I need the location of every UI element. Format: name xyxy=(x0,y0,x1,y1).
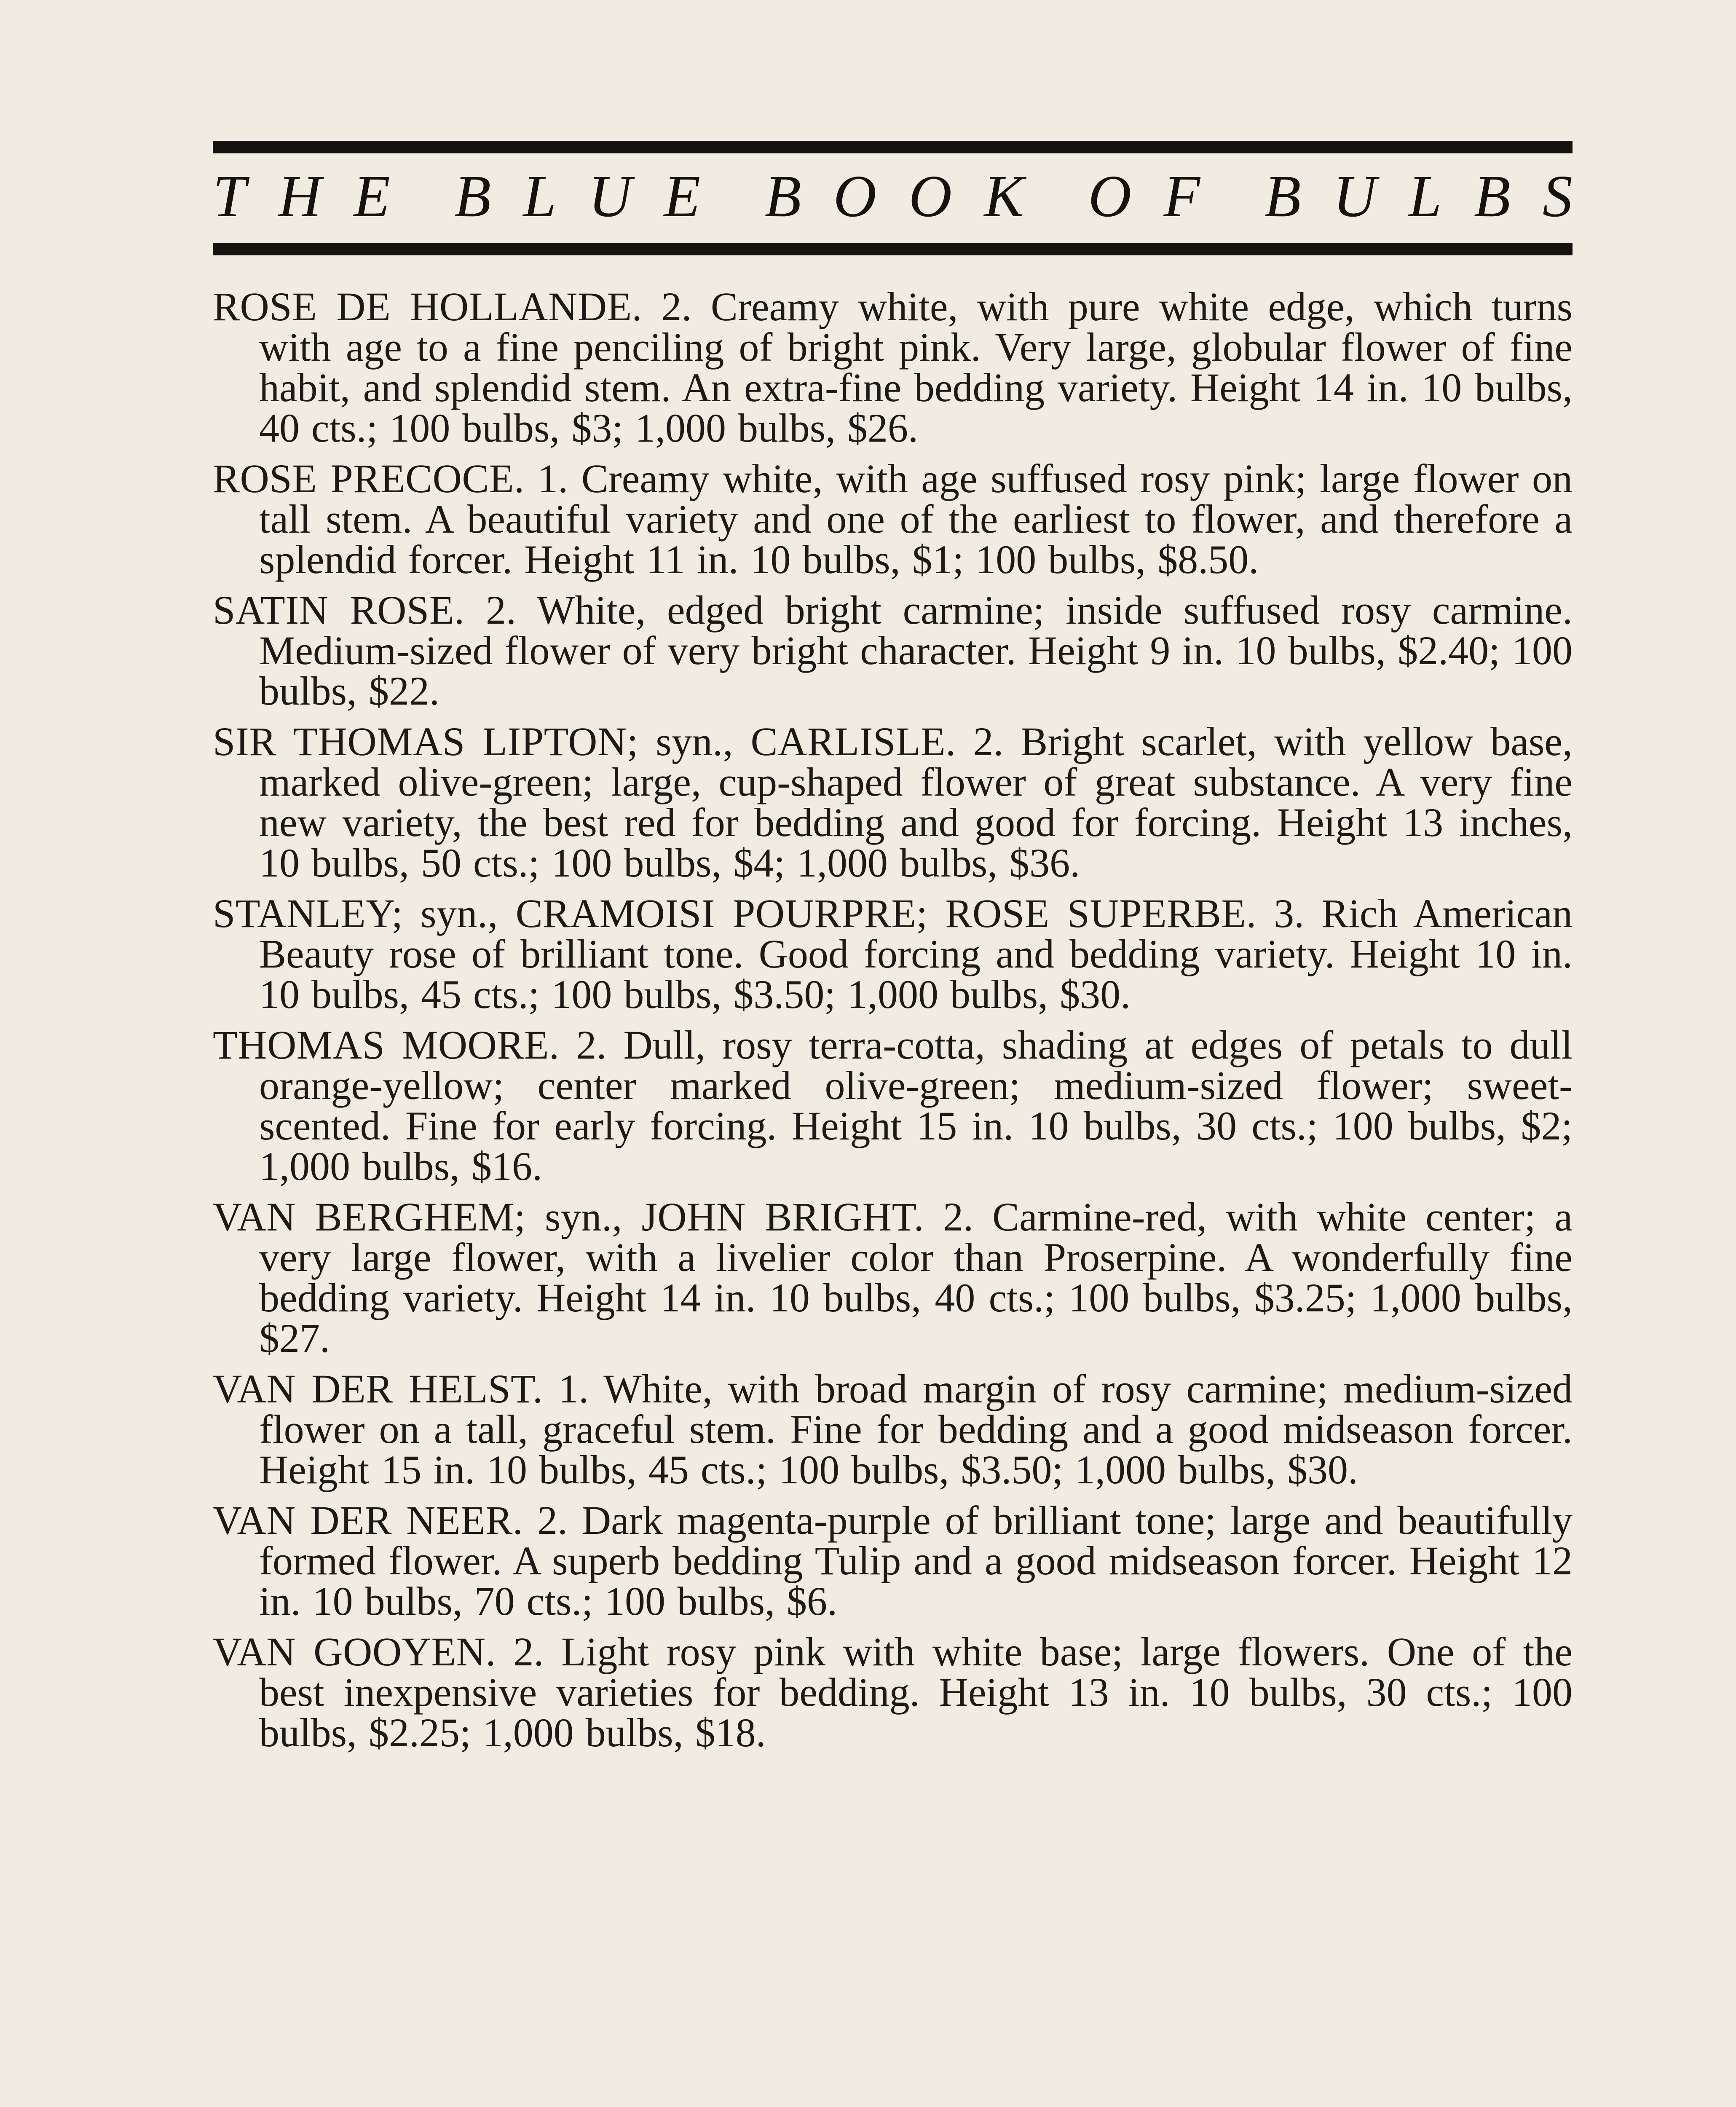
variety-description: 1. Creamy white, with age suffused rosy pink; large flower on tall stem. A beautiful variety and one of the earliest to flower, and therefore a splendid forcer. Height 11 in. 10 bulbs, $1; 100 bulbs, $8.50. xyxy=(259,456,1573,582)
bulb-entry xyxy=(213,1366,1573,1492)
title-letter: O xyxy=(1088,163,1132,229)
variety-name: STANLEY; syn., CRAMOISI POURPRE; ROSE SUPERBE. xyxy=(213,891,1256,936)
title-letter: B xyxy=(764,163,801,229)
header-bottom-rule xyxy=(213,243,1573,255)
variety-description: 2. Light rosy pink with white base; large flowers. One of the best inexpensive varieties for bedding. Height 13 in. 10 bulbs, 30 cts.; 100 bulbs, $2.25; 1,000 bulbs, $18. xyxy=(259,1629,1573,1755)
variety-description: 2. Dark magenta-purple of brilliant tone; large and beautifully formed flower. A superb bedding Tulip and a good midseason forcer. Height 12 in. 10 bulbs, 70 cts.; 100 bulbs, $6. xyxy=(259,1498,1573,1624)
variety-description: 2. Bright scarlet, with yellow base, marked olive-green; large, cup-shaped flower of great substance. A very fine new variety, the best red for bedding and good for forcing. Height 13 inches, 10 bulbs, 50 cts.; 100 bulbs, $4; 1,000 bulbs, $36. xyxy=(259,719,1573,885)
title-letter: L xyxy=(523,163,557,229)
variety-name: ROSE PRECOCE. xyxy=(213,456,525,501)
bulb-entry xyxy=(213,1500,1573,1622)
title-letter: T xyxy=(213,163,246,229)
bulb-entry xyxy=(213,284,1573,450)
title-letter: U xyxy=(1333,163,1377,229)
bulb-entry xyxy=(213,893,1573,1015)
title-letter: L xyxy=(1408,163,1442,229)
bulb-entry xyxy=(213,1629,1573,1755)
variety-name: SIR THOMAS LIPTON; syn., CARLISLE. xyxy=(213,719,956,764)
variety-description: 2. Carmine-red, with white center; a very large flower, with a livelier color than Proserpine. A wonderfully fine bedding variety. Height 14 in. 10 bulbs, 40 cts.; 100 bulbs, $3.25; 1,000 bulbs, $27. xyxy=(259,1194,1573,1361)
variety-name: VAN DER NEER. xyxy=(213,1498,523,1543)
header-top-rule xyxy=(213,141,1573,153)
title-letter: B xyxy=(1264,163,1301,229)
bulb-entry xyxy=(213,1194,1573,1361)
bulb-entry xyxy=(213,587,1573,713)
variety-name: ROSE DE HOLLANDE. xyxy=(213,284,643,329)
variety-name: VAN DER HELST. xyxy=(213,1366,543,1411)
variety-description: 2. Dull, rosy terra-cotta, shading at edges of petals to dull orange-yellow; center marked olive-green; medium-sized flower; sweet-scented. Fine for early forcing. Height 15 in. 10 bulbs, 30 cts.; 100 bulbs, $2; 1,000 bulbs, $16. xyxy=(259,1022,1573,1189)
variety-name: SATIN ROSE. xyxy=(213,587,465,633)
running-title xyxy=(213,162,1573,230)
title-letter: B xyxy=(1473,163,1511,229)
title-letter: K xyxy=(984,163,1024,229)
bulb-entry xyxy=(213,1022,1573,1189)
variety-description: 2. Creamy white, with pure white edge, which turns with age to a fine penciling of bright pink. Very large, globular flower of fine habit, and splendid stem. An extra-fine bedding variety. Height 14 in. 10 bulbs, 40 cts.; 100 bulbs, $3; 1,000 bulbs, $26. xyxy=(259,284,1573,450)
entries-list xyxy=(213,284,1573,1763)
variety-description: 1. White, with broad margin of rosy carmine; medium-sized flower on a tall, graceful stem. Fine for bedding and a good midseason forcer. Height 15 in. 10 bulbs, 45 cts.; 100 bulbs, $3.50; 1,000 bulbs, $30. xyxy=(259,1366,1573,1492)
bulb-entry xyxy=(213,721,1573,883)
variety-description: 3. Rich American Beauty rose of brilliant tone. Good forcing and bedding variety. Height 10 in. 10 bulbs, 45 cts.; 100 bulbs, $3.50; 1,000 bulbs, $30. xyxy=(259,891,1573,1017)
title-letter: O xyxy=(908,163,952,229)
bulb-entry xyxy=(213,458,1573,580)
title-letter: B xyxy=(454,163,491,229)
title-letter: O xyxy=(833,163,877,229)
title-letter: H xyxy=(278,163,321,229)
variety-description: 2. White, edged bright carmine; inside suffused rosy carmine. Medium-sized flower of very bright character. Height 9 in. 10 bulbs, $2.40; 100 bulbs, $22. xyxy=(259,587,1573,713)
title-letter: U xyxy=(588,163,632,229)
variety-name: THOMAS MOORE. xyxy=(213,1022,560,1067)
title-letter: E xyxy=(354,163,390,229)
title-letter: F xyxy=(1163,163,1200,229)
title-letter: E xyxy=(664,163,701,229)
variety-name: VAN BERGHEM; syn., JOHN BRIGHT. xyxy=(213,1194,924,1239)
title-letter: S xyxy=(1542,163,1573,229)
variety-name: VAN GOOYEN. xyxy=(213,1629,496,1674)
